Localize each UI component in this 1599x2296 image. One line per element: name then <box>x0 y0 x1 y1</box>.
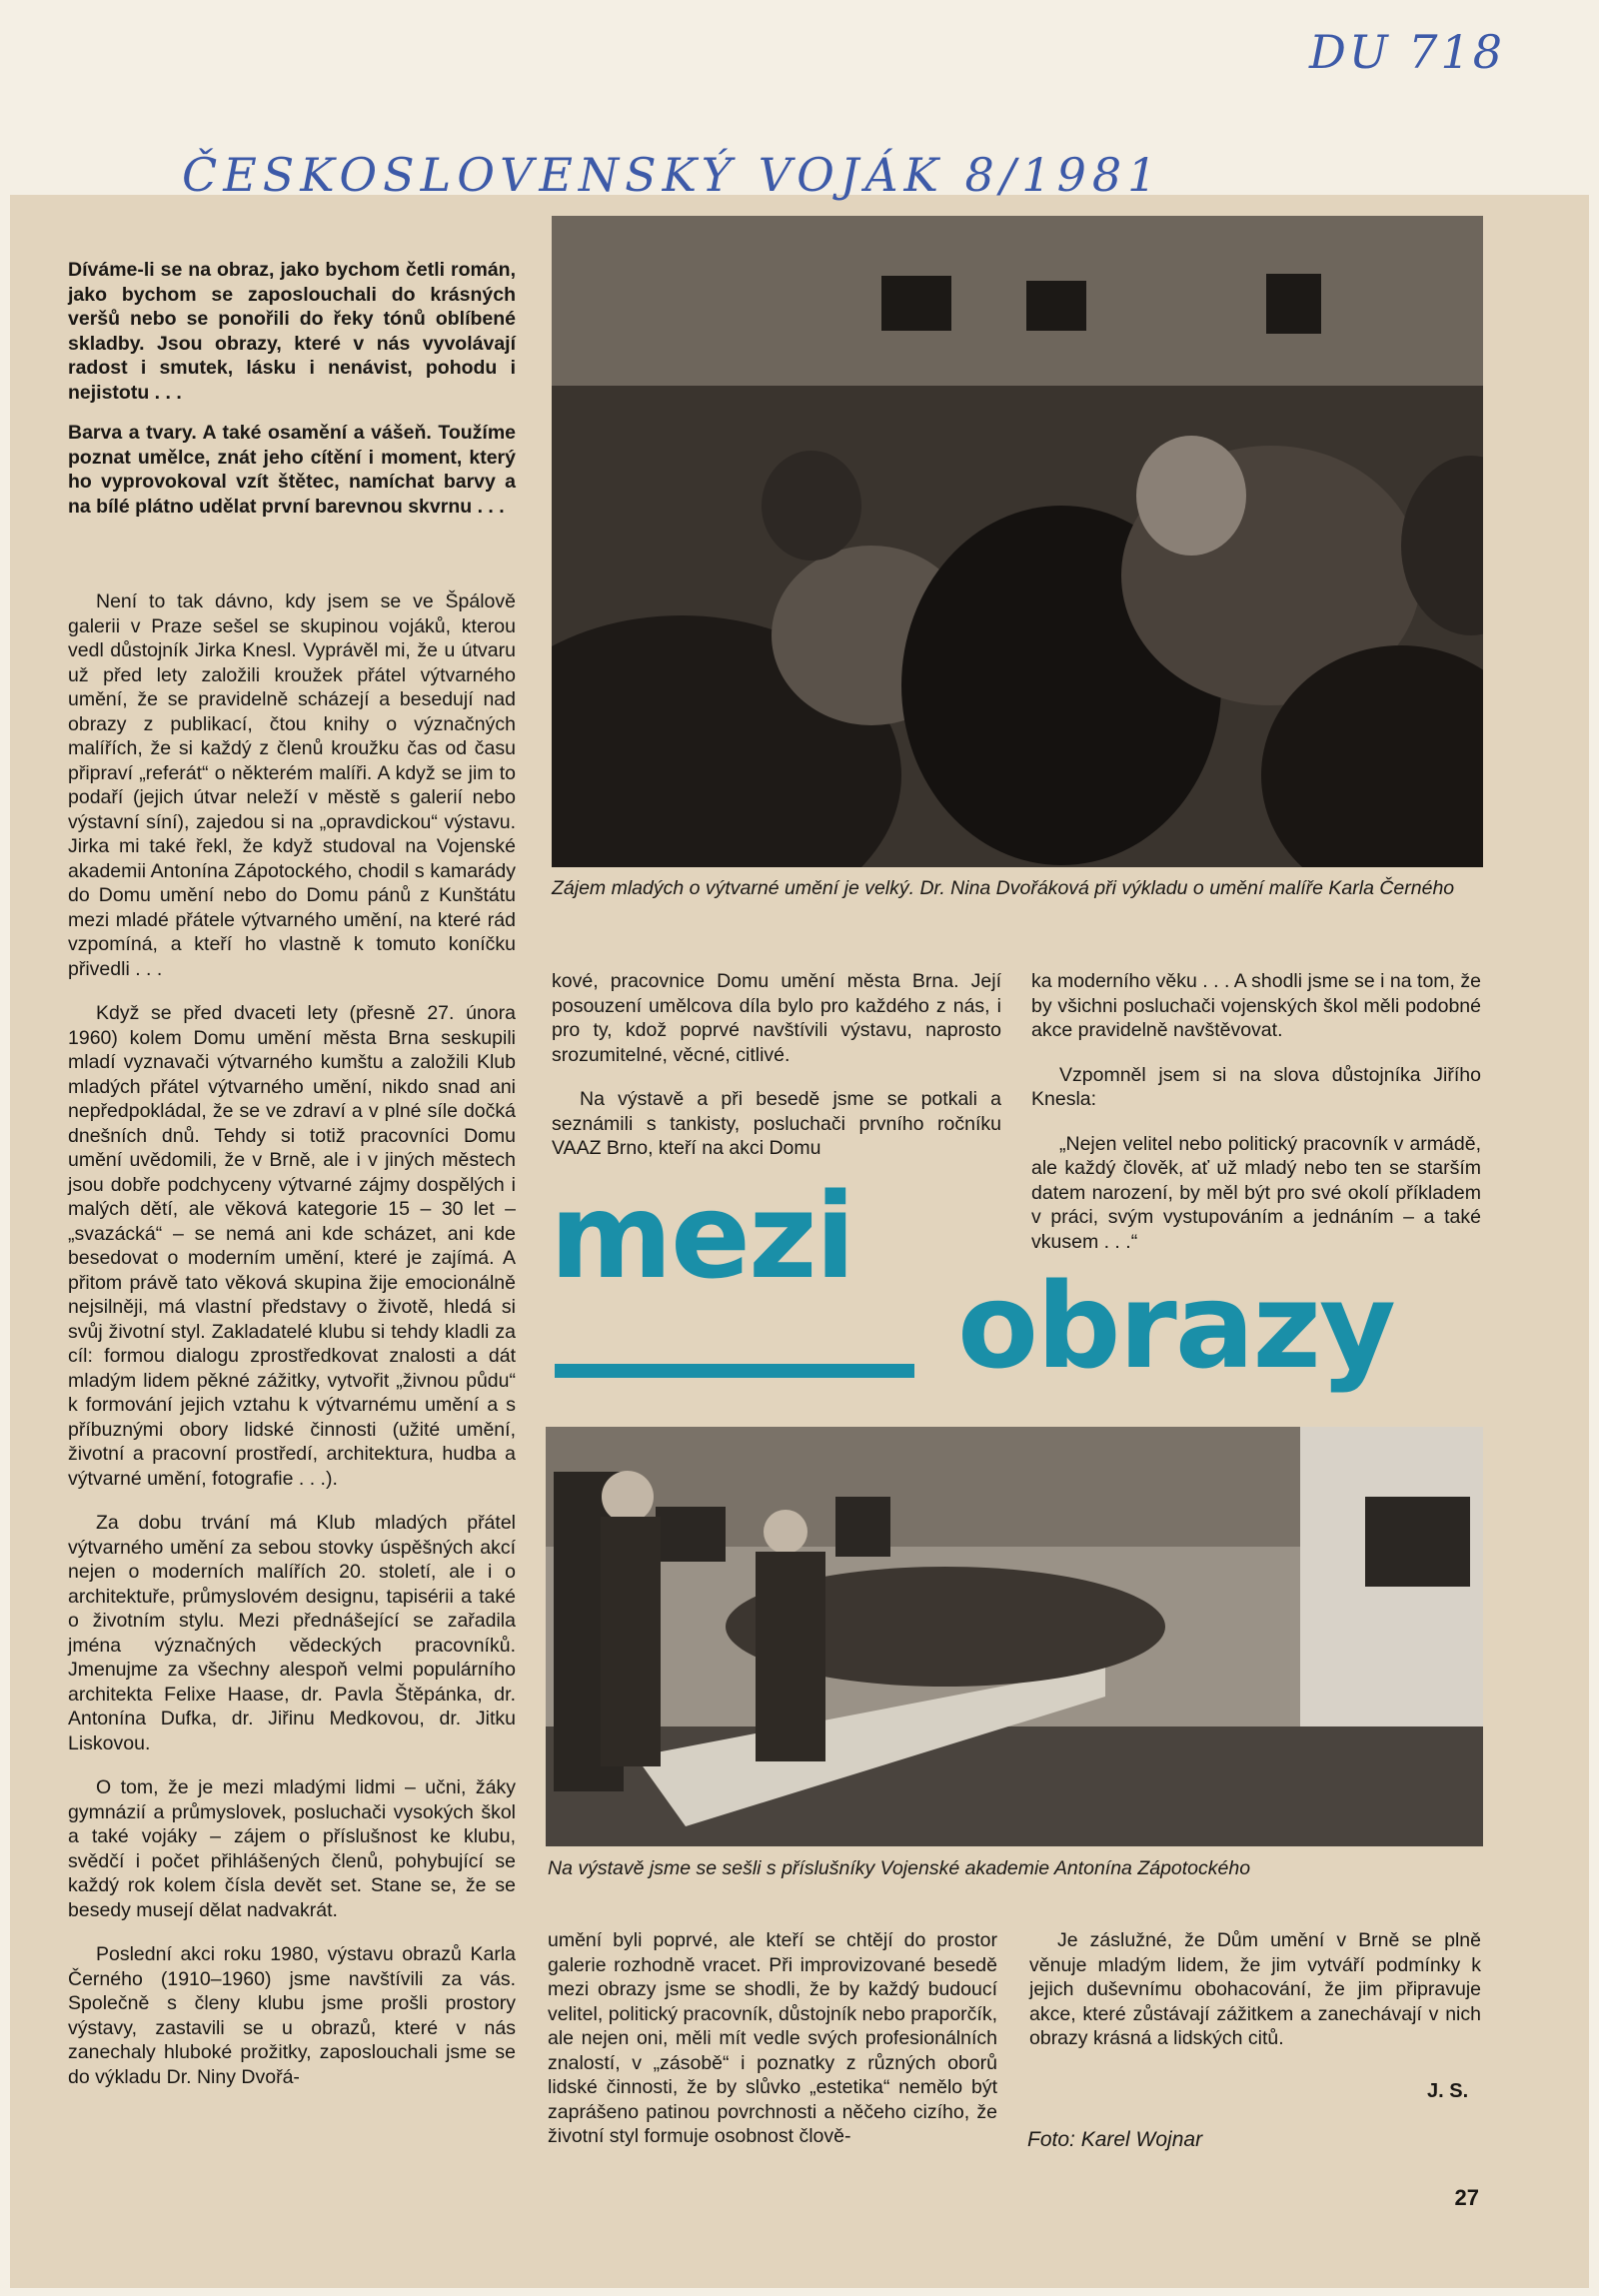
soldiers-gallery-illustration <box>546 1427 1483 1846</box>
article-column-middle-bottom <box>548 1928 997 2169</box>
bottom-photo-caption: Na výstavě jsme se sešli s příslušníky Vojenské akademie Antonína Zápotockého <box>548 1857 1251 1879</box>
article-paragraph: Není to tak dávno, kdy jsem se ve Špálově galerii v Praze sešel se skupinou vojáků, kterou vedl důstojník Jirka Knesl. Vyprávěl mi, že u útvaru už před lety založili kroužek přátel výtvarného umění, že se pravidelně scházejí a besedují nad obrazy z publikací, čtou knihy o význačných malířích, že si každý z členů kroužku čas od času připraví „referát“ o některém malíři. A když se jim to podaří (jejich útvar neleží v městě s galerií nebo výstavní síní), zajedou si na „opravdickou“ výstavu. Jirka mi také řekl, že když studoval na Vojenské akademii Antonína Zápotockého, chodil s kamarády do Domu umění nebo do Domu pánů z Kunštátu mezi mladé přátele výtvarného umění, na které rád vzpomíná, a kteří ho vlastně k tomuto koníčku přivedli . . . <box>68 590 516 980</box>
handwritten-archive-code: DU 718 <box>1309 25 1506 79</box>
photo-credit: Foto: Karel Wojnar <box>1027 2128 1203 2151</box>
gallery-visitors-photo <box>552 216 1483 867</box>
article-paragraph: Když se před dvaceti lety (přesně 27. února 1960) kolem Domu umění města Brna seskupili mladí vyznavači výtvarného kumštu a založili Klub mladých přátel výtvarného umění, nikdo snad ani nepředpokládal, že se ve zdraví a v plné síle dočká dnešních dnů. Tehdy si totiž pracovníci Domu umění uvědomili, že v Brně, ale i v jiných městech jsou dobře podchyceny výtvarné zájmy dospělých i malých dětí, ale věková kategorie 15 – 30 let – „svazácká“ – se nemá ani kde scházet, ani kde besedovat o moderním umění, které je zajímá. A přitom právě tato věková skupina žije emocionálně nejsilněji, má vlastní představy o životě, hledá si svůj životní styl. Zakladatelé klubu si tehdy kladli za cíl: formou dialogu zprostředkovat znalosti a dát mladým lidem pěkné zážitky, vytvořit „živnou půdu“ k formování jejich vztahu k výtvarnému umění a s příbuznými obory lidské činnosti (užité umění, životní a pracovní prostředí, architektura, hudba a výtvarné umění, fotografie . . .). <box>68 1002 516 1490</box>
article-column-left <box>68 589 516 2109</box>
article-paragraph: kové, pracovnice Domu umění města Brna. Její posouzení umělcova díla bylo pro každého z nás, i pro ty, kdož poprvé navštívili výstavu, naprosto srozumitelné, věcné, citlivé. <box>552 970 1001 1066</box>
article-paragraph: ka moderního věku . . . A shodli jsme se i na tom, že by všichni posluchači vojenských škol měli podobné akce pravidelně navštěvovat. <box>1031 970 1481 1041</box>
title-rule <box>555 1364 914 1378</box>
article-paragraph: Vzpomněl jsem si na slova důstojníka Jiřího Knesla: <box>1031 1063 1481 1110</box>
article-paragraph: Na výstavě a při besedě jsme se potkali a seznámili s tankisty, posluchači prvního ročníku VAAZ Brno, kteří na akci Domu <box>552 1088 1001 1159</box>
lead-paragraph: Díváme-li se na obraz, jako bychom četli román, jako bychom se zaposlouchali do krásných veršů nebo se ponořili do řeky tónů oblíbené skladby. Jsou obrazy, které v nás vyvolávají radost i smutek, lásku i nenávist, pohodu i nejistotu . . . <box>68 259 516 404</box>
top-photo-caption: Zájem mladých o výtvarné umění je velký. Dr. Nina Dvořáková při výkladu o umění malíře Karla Černého <box>552 877 1455 899</box>
author-initials: J. S. <box>1427 2080 1469 2102</box>
lead-paragraphs <box>68 258 516 535</box>
article-paragraph: umění byli poprvé, ale kteří se chtějí do prostor galerie rozhodně vracet. Při improvizované besedě mezi obrazy jsme se shodli, že by každý budoucí velitel, politický pracovník, důstojník nebo praporčík, ale nejen oni, měli mít vedle svých profesionálních znalostí, v „zásobě“ i poznatky z různých oborů lidské činnosti, že by slůvko „estetika“ nemělo být zaprášeno patinou povrchnosti a něčeho cizího, že životní styl formuje osobnost člově- <box>548 1929 997 2147</box>
lead-paragraph: Barva a tvary. A také osamění a vášeň. Toužíme poznat umělce, znát jeho cítění i moment, který ho vyprovokoval vzít štětec, namíchat barvy a na bílé plátno udělat první barevnou skvrnu . . . <box>68 422 516 518</box>
article-paragraph: O tom, že je mezi mladými lidmi – učni, žáky gymnázií a průmyslovek, posluchači vysokých škol a také vojáky – zájem o příslušnost ke klubu, svědčí i počet přihlášených členů, pohybující se každý rok kolem čísla devět set. Stane se, že se besedy musejí dělat nadvakrát. <box>68 1776 516 1921</box>
article-title-line1: mezi <box>550 1167 854 1305</box>
article-paragraph: Za dobu trvání má Klub mladých přátel výtvarného umění za sebou stovky úspěšných akcí nejen o moderních malířích 20. století, ale i o architektuře, průmyslovém designu, tapisérii a také o životním stylu. Mezi přednášející se zařadila jména význačných vědeckých pracovníků. Jmenujme za všechny alespoň velmi populárního architekta Felixe Haase, dr. Pavla Štěpánka, dr. Antonína Dufka, dr. Jiřinu Medkovou, dr. Jitku Liskovou. <box>68 1512 516 1754</box>
article-column-right-bottom <box>1029 1928 1481 2071</box>
article-title-line2: obrazy <box>957 1257 1394 1395</box>
page-number: 27 <box>1454 2185 1479 2210</box>
quote-paragraph: „Nejen velitel nebo politický pracovník v armádě, ale každý člověk, ať už mladý nebo ten se starším datem narození, by měl být pro své okolí příkladem v práci, svým vystupováním a jednáním – a také vkusem . . .“ <box>1031 1132 1481 1253</box>
soldiers-gallery-photo <box>546 1427 1483 1846</box>
article-column-right-top <box>1031 969 1481 1274</box>
handwritten-source-note: ČESKOSLOVENSKÝ VOJÁK 8/1981 <box>182 148 1163 202</box>
article-paragraph: Je záslužné, že Dům umění v Brně se plně věnuje mladým lidem, že jim vytváří podmínky k jejich duševnímu obohacování, že jim připravuje akce, které zůstávají zážitkem a zanechávají v nich obrazy krásná a lidských citů. <box>1029 1929 1481 2049</box>
article-column-middle-top <box>552 969 1001 1181</box>
article-paragraph: Poslední akci roku 1980, výstavu obrazů Karla Černého (1910–1960) jsme navštívili za vás. Společně s členy klubu jsme prošli prostory výstavy, zastavili se u obrazů, které v nás zanechaly hluboké prožitky, zaposlouchali jsme se do výkladu Dr. Niny Dvořá- <box>68 1943 516 2088</box>
gallery-visitors-illustration <box>552 216 1483 867</box>
